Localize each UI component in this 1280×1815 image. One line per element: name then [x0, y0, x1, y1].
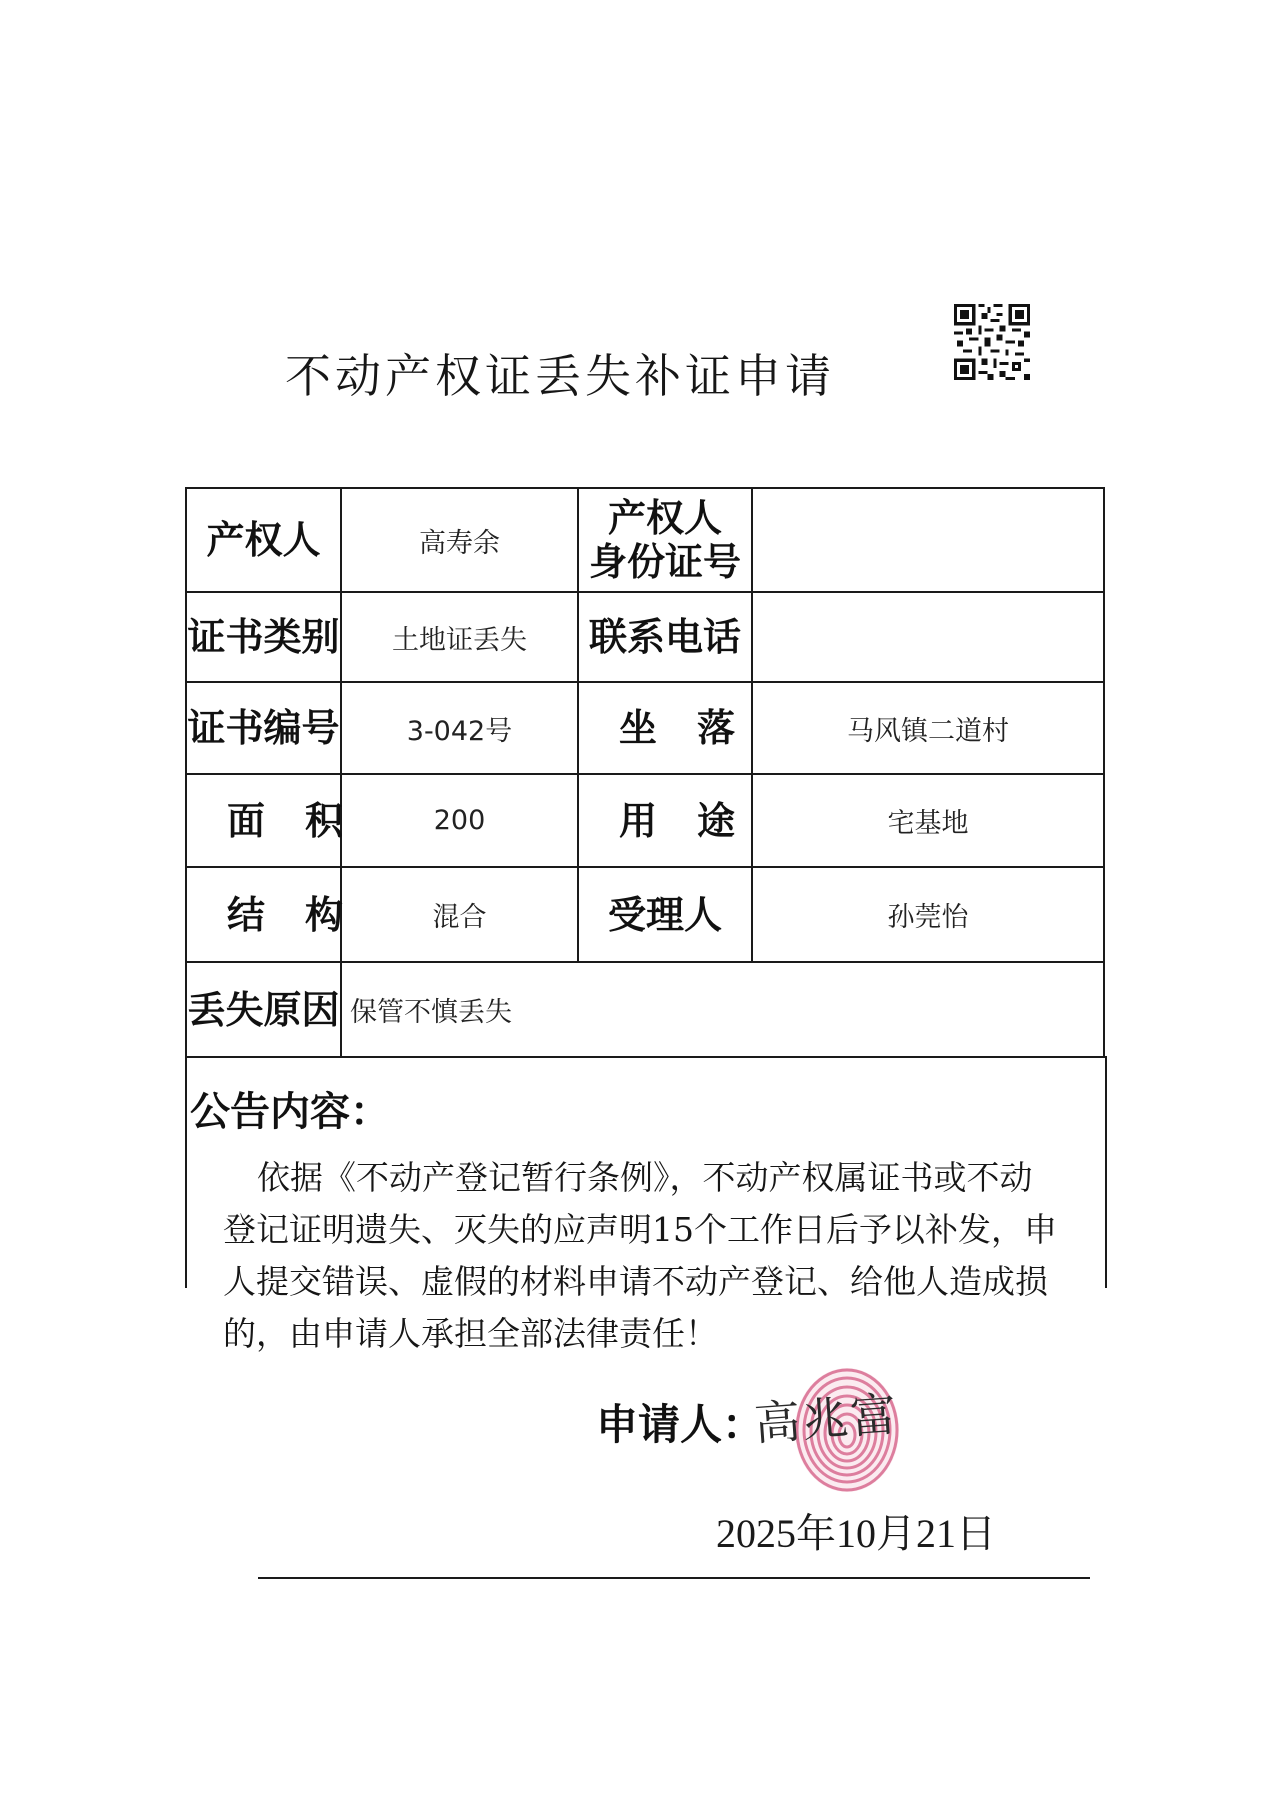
usage-label: 用途	[578, 774, 752, 867]
application-table	[185, 487, 1105, 1058]
cert-no-label: 证书编号	[186, 682, 341, 774]
table-row	[186, 682, 1104, 774]
applicant-signature: 高兆富	[752, 1387, 900, 1451]
owner-value: 高寿余	[341, 488, 578, 592]
usage-value: 宅基地	[752, 774, 1104, 867]
notice-line: 的，由申请人承担全部法律责任！	[223, 1314, 718, 1353]
structure-label: 结构	[186, 867, 341, 962]
table-row	[186, 592, 1104, 682]
reason-value: 保管不慎丢失	[341, 962, 1104, 1057]
table-row	[186, 774, 1104, 867]
owner-id-label-line2: 身份证号	[588, 539, 741, 584]
notice-line: 登记证明遗失、灭失的应声明15个工作日后予以补发，申	[223, 1210, 1057, 1249]
notice-body	[223, 1152, 1093, 1360]
owner-id-label	[578, 488, 752, 592]
application-date: 2025年10月21日	[716, 1511, 996, 1556]
phone-label: 联系电话	[578, 592, 752, 682]
notice-line: 依据《不动产登记暂行条例》，不动产权属证书或不动	[257, 1158, 1033, 1197]
table-row	[186, 488, 1104, 592]
handler-value: 孙莞怡	[752, 867, 1104, 962]
notice-line: 人提交错误、虚假的材料申请不动产登记、给他人造成损	[223, 1262, 1048, 1301]
document-title: 不动产权证丢失补证申请	[285, 349, 835, 403]
applicant-label: 申请人：	[596, 1400, 765, 1449]
area-label: 面积	[186, 774, 341, 867]
table-row	[186, 867, 1104, 962]
cert-no-value: 3-042号	[341, 682, 578, 774]
qr-code-icon	[954, 304, 1030, 380]
reason-label: 丢失原因	[186, 962, 341, 1057]
handler-label: 受理人	[578, 867, 752, 962]
cert-type-label: 证书类别	[186, 592, 341, 682]
notice-heading: 公告内容：	[190, 1088, 390, 1135]
table-row	[186, 962, 1104, 1057]
owner-label: 产权人	[186, 488, 341, 592]
phone-value	[752, 592, 1104, 682]
location-value: 马风镇二道村	[752, 682, 1104, 774]
area-value: 200	[341, 774, 578, 867]
structure-value: 混合	[341, 867, 578, 962]
cert-type-value: 土地证丢失	[341, 592, 578, 682]
owner-id-value	[752, 488, 1104, 592]
bottom-rule	[258, 1577, 1090, 1579]
owner-id-label-line1: 产权人	[607, 495, 722, 540]
location-label: 坐落	[578, 682, 752, 774]
